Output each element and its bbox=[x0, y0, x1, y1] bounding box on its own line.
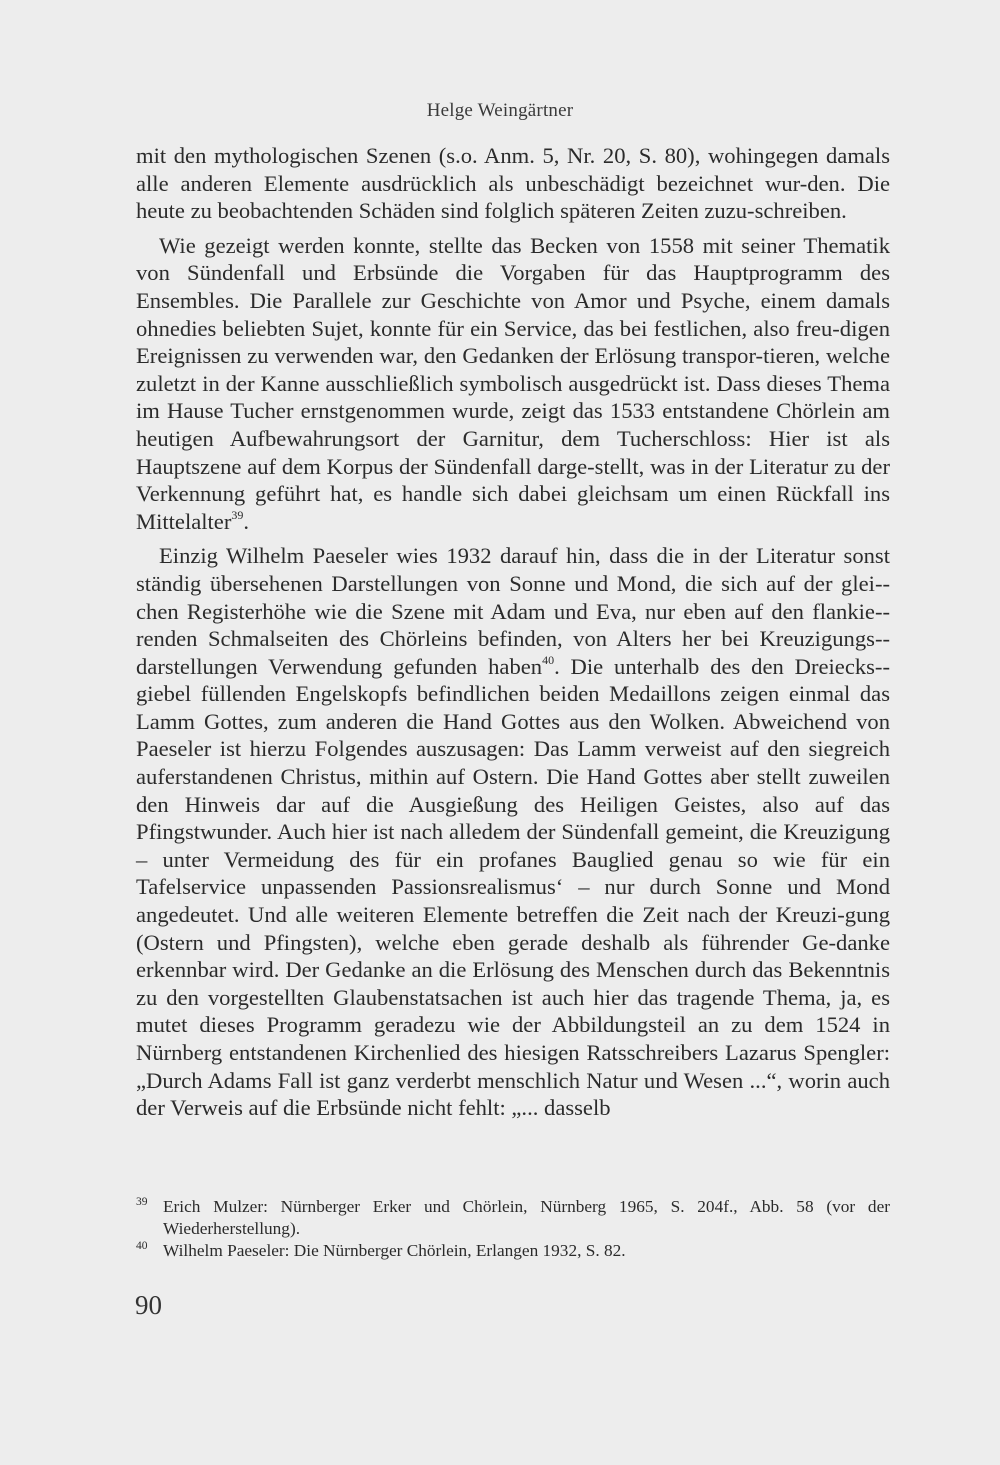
footnote-text: Erich Mulzer: Nürnberger Erker und Chörlein, Nürnberg 1965, S. 204f., Abb. 58 (vor der Wiederherstellung). bbox=[163, 1197, 890, 1238]
footnote-39 bbox=[136, 1196, 890, 1240]
footnote-number: 40 bbox=[136, 1240, 148, 1252]
page-number: 90 bbox=[135, 1290, 162, 1320]
paragraph-3 bbox=[136, 542, 890, 1121]
paragraph-text: mit den mythologischen Szenen (s.o. Anm. 5, Nr. 20, S. 80), wohingegen damals alle anderen Elemente ausdrücklich als unbeschädigt bezeichnet wur-den. Die heute zu beobachtenden Schäden sind folglich späteren Zeiten zuzu-schreiben. bbox=[136, 143, 890, 224]
footnote-40 bbox=[136, 1240, 890, 1262]
paragraph-text: Wie gezeigt werden konnte, stellte das Becken von 1558 mit seiner Thematik von Sündenfall und Erbsünde die Vorgaben für das Hauptprogramm des Ensembles. Die Parallele zur Geschichte von Amor und Psyche, einem damals ohnedies beliebten Sujet, konnte für ein Service, das bei festlichen, also freu-digen Ereignissen zu verwenden war, den Gedanken der Erlösung transpor-tieren, welche zuletzt in der Kanne ausschließlich symbolisch ausgedrückt ist. Dass dieses Thema im Hause Tucher ernstgenommen wurde, zeigt das 1533 entstandene Chörlein am heutigen Aufbewahrungsort der Garnitur, dem Tucherschloss: Hier ist als Hauptszene auf dem Korpus der Sündenfall darge-stellt, was in der Literatur zu der Verkennung geführt hat, es handle sich dabei gleichsam um einen Rückfall ins Mittelalter bbox=[136, 232, 890, 534]
running-head: Helge Weingärtner bbox=[426, 100, 574, 121]
footnote-ref-40[interactable]: 40 bbox=[542, 653, 555, 668]
footnote-ref-39[interactable]: 39 bbox=[231, 508, 244, 523]
paragraph-tail: . Die unterhalb des den Dreiecks-giebel füllenden Engelskopfs befindlichen beiden Medaillons zeigen einmal das Lamm Gottes, zum anderen die Hand Gottes aus den Wolken. Abweichend von Paeseler ist hierzu Folgendes auszusagen: Das Lamm verweist auf den siegreich auferstandenen Christus, mithin auf Ostern. Die Hand Gottes aber stellt zuweilen den Hinweis dar auf die Ausgießung des Heiligen Geistes, also auf das Pfingstwunder. Auch hier ist nach alledem der Sündenfall gemeint, die Kreuzigung – unter Vermeidung des für ein profanes Bauglied genau so wie für ein Tafelservice unpassenden Passionsrealismus‘ – nur durch Sonne und Mond angedeutet. Und alle weiteren Elemente betreffen die Zeit nach der Kreuzi-gung (Ostern und Pfingsten), welche eben gerade deshalb als führender Ge-danke erkennbar wird. Der Gedanke an die Erlösung des Menschen durch das Bekenntnis zu den vorgestellten Glaubenstatsachen ist auch hier das tragende Thema, ja, es mutet dieses Programm geradezu wie der Abbildungsteil an zu dem 1524 in Nürnberg entstandenen Kirchenlied des hiesigen Ratsschreibers Lazarus Spengler: „Durch Adams Fall ist ganz verderbt menschlich Natur und Wesen ...“, worin auch der Verweis auf die Erbsünde nicht fehlt: „... dasselb bbox=[136, 653, 890, 1121]
paragraph-2 bbox=[136, 232, 890, 536]
paragraph-tail: . bbox=[243, 508, 250, 534]
body-text bbox=[136, 142, 890, 1122]
paragraph-text: Einzig Wilhelm Paeseler wies 1932 darauf hin, dass die in der Literatur sonst ständig übersehenen Darstellungen von Sonne und Mond, die sich auf der glei-chen Registerhöhe wie die Szene mit Adam und Eva, nur eben auf den flankie-renden Schmalseiten des Chörleins befinden, von Alters her bei Kreuzigungs-darstellungen Verwendung gefunden haben bbox=[136, 543, 890, 679]
footnote-number: 39 bbox=[136, 1196, 148, 1208]
footnote-text: Wilhelm Paeseler: Die Nürnberger Chörlein, Erlangen 1932, S. 82. bbox=[163, 1241, 626, 1260]
footnotes bbox=[136, 1196, 890, 1262]
paragraph-1 bbox=[136, 142, 890, 225]
